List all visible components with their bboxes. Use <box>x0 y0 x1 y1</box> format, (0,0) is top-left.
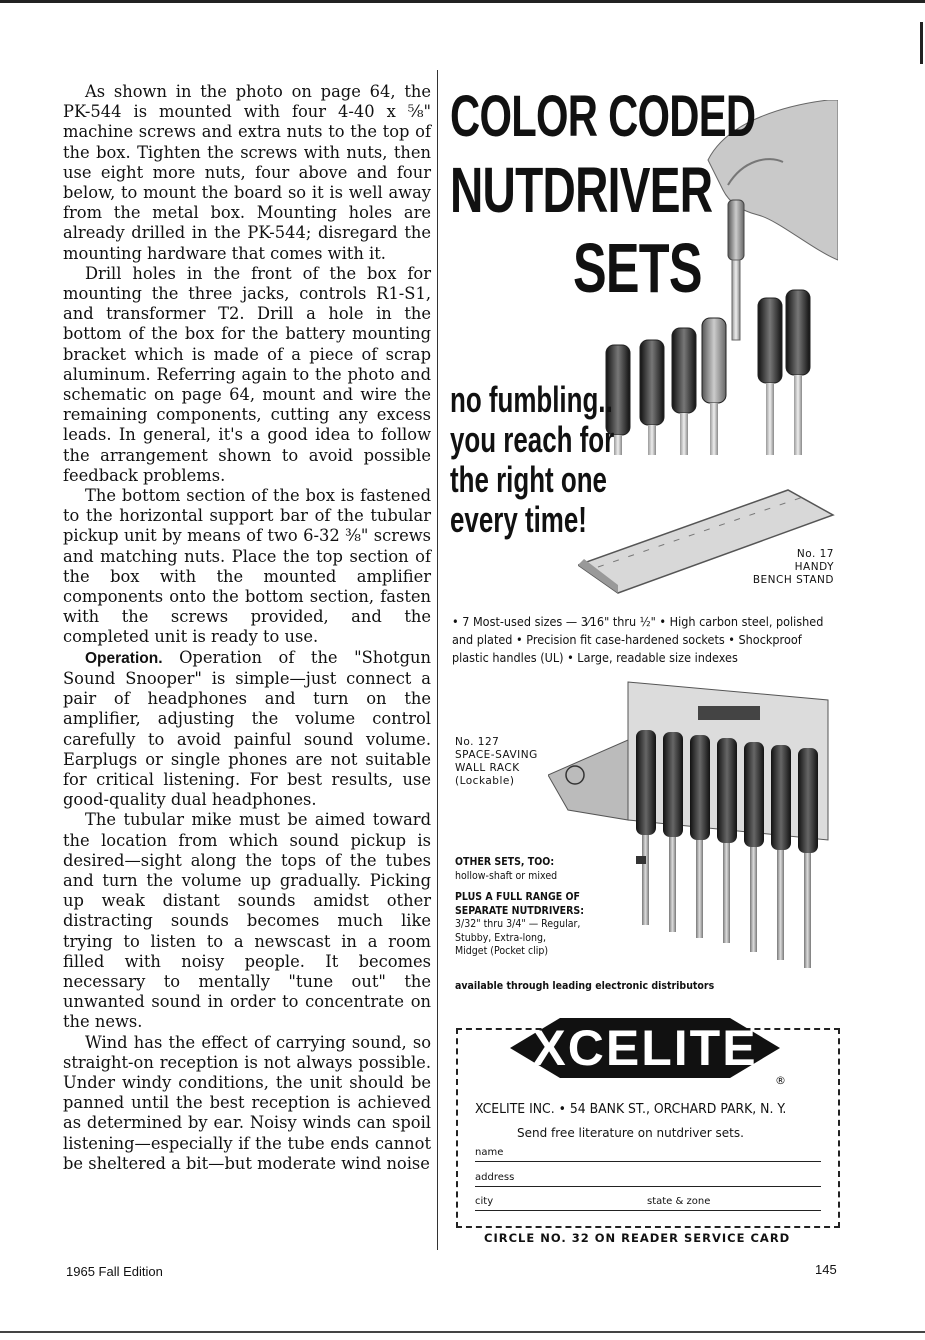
operation-heading: Operation. <box>85 649 163 667</box>
top-rule <box>0 0 925 3</box>
other-sets-title: OTHER SETS, TOO: <box>455 856 555 868</box>
slogan-line: you reach for <box>450 419 615 460</box>
logo-text: XCELITE <box>532 1020 758 1076</box>
article-paragraph: Wind has the effect of carrying sound, so straight-on reception is not always possible. Under windy conditions, the unit should be panned until the best reception is achieved as determined by ear. Noisy winds can spoil listening—especially if the tube ends cannot be sheltered a bit—but moderate wind noise <box>63 1032 431 1173</box>
send-literature-text: Send free literature on nutdriver sets. <box>517 1126 744 1140</box>
reader-service-note: CIRCLE NO. 32 ON READER SERVICE CARD <box>484 1231 791 1245</box>
headline-sets: SETS <box>573 229 702 307</box>
page-number: 145 <box>815 1262 837 1277</box>
city-field-label: city <box>475 1196 494 1207</box>
article-paragraph: As shown in the photo on page 64, the PK-544 is mounted with four 4-40 x ⅝" machine screws and extra nuts to the top of the box. Tighten the screws with nuts, then use eight more nuts, four above and four below, to mount the board so it is well away from the metal box. Mounting holes are already drilled in the PK-544; disregard the mounting hardware that comes with it. <box>63 82 431 263</box>
article-column <box>63 82 431 1174</box>
article-paragraph: Drill holes in the front of the box for mounting the three jacks, controls R1-S1, and transformer T2. Drill a hole in the bottom of the box for the battery mounting bracket which is made of a piece of scrap aluminum. Referring again to the photo and schematic on page 64, mount and wire the remaining components, cutting any excess leads. In general, it's a good idea to follow the arrangement shown to avoid possible feedback problems. <box>63 263 431 485</box>
full-range-line: Stubby, Extra-long, <box>455 931 547 944</box>
bench-stand-caption: No. 17 HANDY BENCH STAND <box>752 548 834 586</box>
article-paragraph: The bottom section of the box is fastened to the horizontal support bar of the tubular pickup unit by means of two 6-32 ⅜" screws and matching nuts. Place the top section of the box with the mounted amplifier components onto the bottom section, fasten with the screws provided, and the completed unit is ready to use. <box>63 486 431 647</box>
slogan-line: no fumbling.. <box>450 379 613 420</box>
xcelite-logo <box>500 1010 790 1086</box>
headline-color-coded: COLOR CODED <box>450 84 756 149</box>
edition-footer: 1965 Fall Edition <box>66 1264 163 1279</box>
column-divider <box>437 70 438 1250</box>
full-range-line: 3/32" thru 3/4" — Regular, <box>455 918 581 930</box>
headline-nutdriver: NUTDRIVER <box>450 154 713 226</box>
availability-note: available through leading electronic distributors <box>455 980 715 992</box>
article-paragraph: Operation of the "Shotgun Sound Snooper" is simple—just connect a pair of headphones and turn on the amplifier, adjusting the volume control carefully to avoid painful sound volume. Earplugs or single phones are not suitable for critical listening. For best results, use good-quality dual headphones. <box>63 647 431 810</box>
margin-mark <box>920 22 923 64</box>
other-sets-text: hollow-shaft or mixed <box>455 869 558 882</box>
bottom-rule <box>0 1331 925 1333</box>
article-paragraph-operation <box>63 648 431 811</box>
slogan-line: the right one <box>450 459 607 500</box>
other-sets-block <box>455 856 584 959</box>
features-list: • 7 Most-used sizes — 3⁄16" thru ½" • High carbon steel, polished and plated • Precision fit case-hardened sockets • Shockproof plastic handles (UL) • Large, readable size indexes <box>452 615 824 666</box>
name-field[interactable] <box>475 1147 821 1162</box>
address-field-label: address <box>475 1172 515 1183</box>
name-field-label: name <box>475 1147 504 1158</box>
wall-rack-photo <box>548 680 838 980</box>
article-paragraph: The tubular mike must be aimed toward the location from which sound pickup is desired—sight along the tops of the tubes and turn the volume up gradually. Picking up weak distant sounds amidst other distracting sounds becomes much like trying to listen to a newscast in a room filled with noisy people. It becomes necessary to mentally "tune out" the unwanted sound in order to concentrate on the news. <box>63 810 431 1032</box>
full-range-title: PLUS A FULL RANGE OF <box>455 891 580 903</box>
ad-slogan <box>450 380 614 540</box>
full-range-line: Midget (Pocket clip) <box>455 945 549 957</box>
slogan-line: every time! <box>450 499 587 540</box>
address-field[interactable] <box>475 1172 821 1187</box>
full-range-title: SEPARATE NUTDRIVERS: <box>455 904 584 917</box>
wall-rack-caption: No. 127 SPACE-SAVING WALL RACK (Lockable) <box>455 736 538 787</box>
state-zone-label: state & zone <box>647 1196 711 1207</box>
company-address: XCELITE INC. • 54 BANK ST., ORCHARD PARK, N. Y. <box>475 1101 787 1117</box>
city-field[interactable] <box>475 1196 821 1211</box>
registered-mark: ® <box>775 1074 786 1087</box>
